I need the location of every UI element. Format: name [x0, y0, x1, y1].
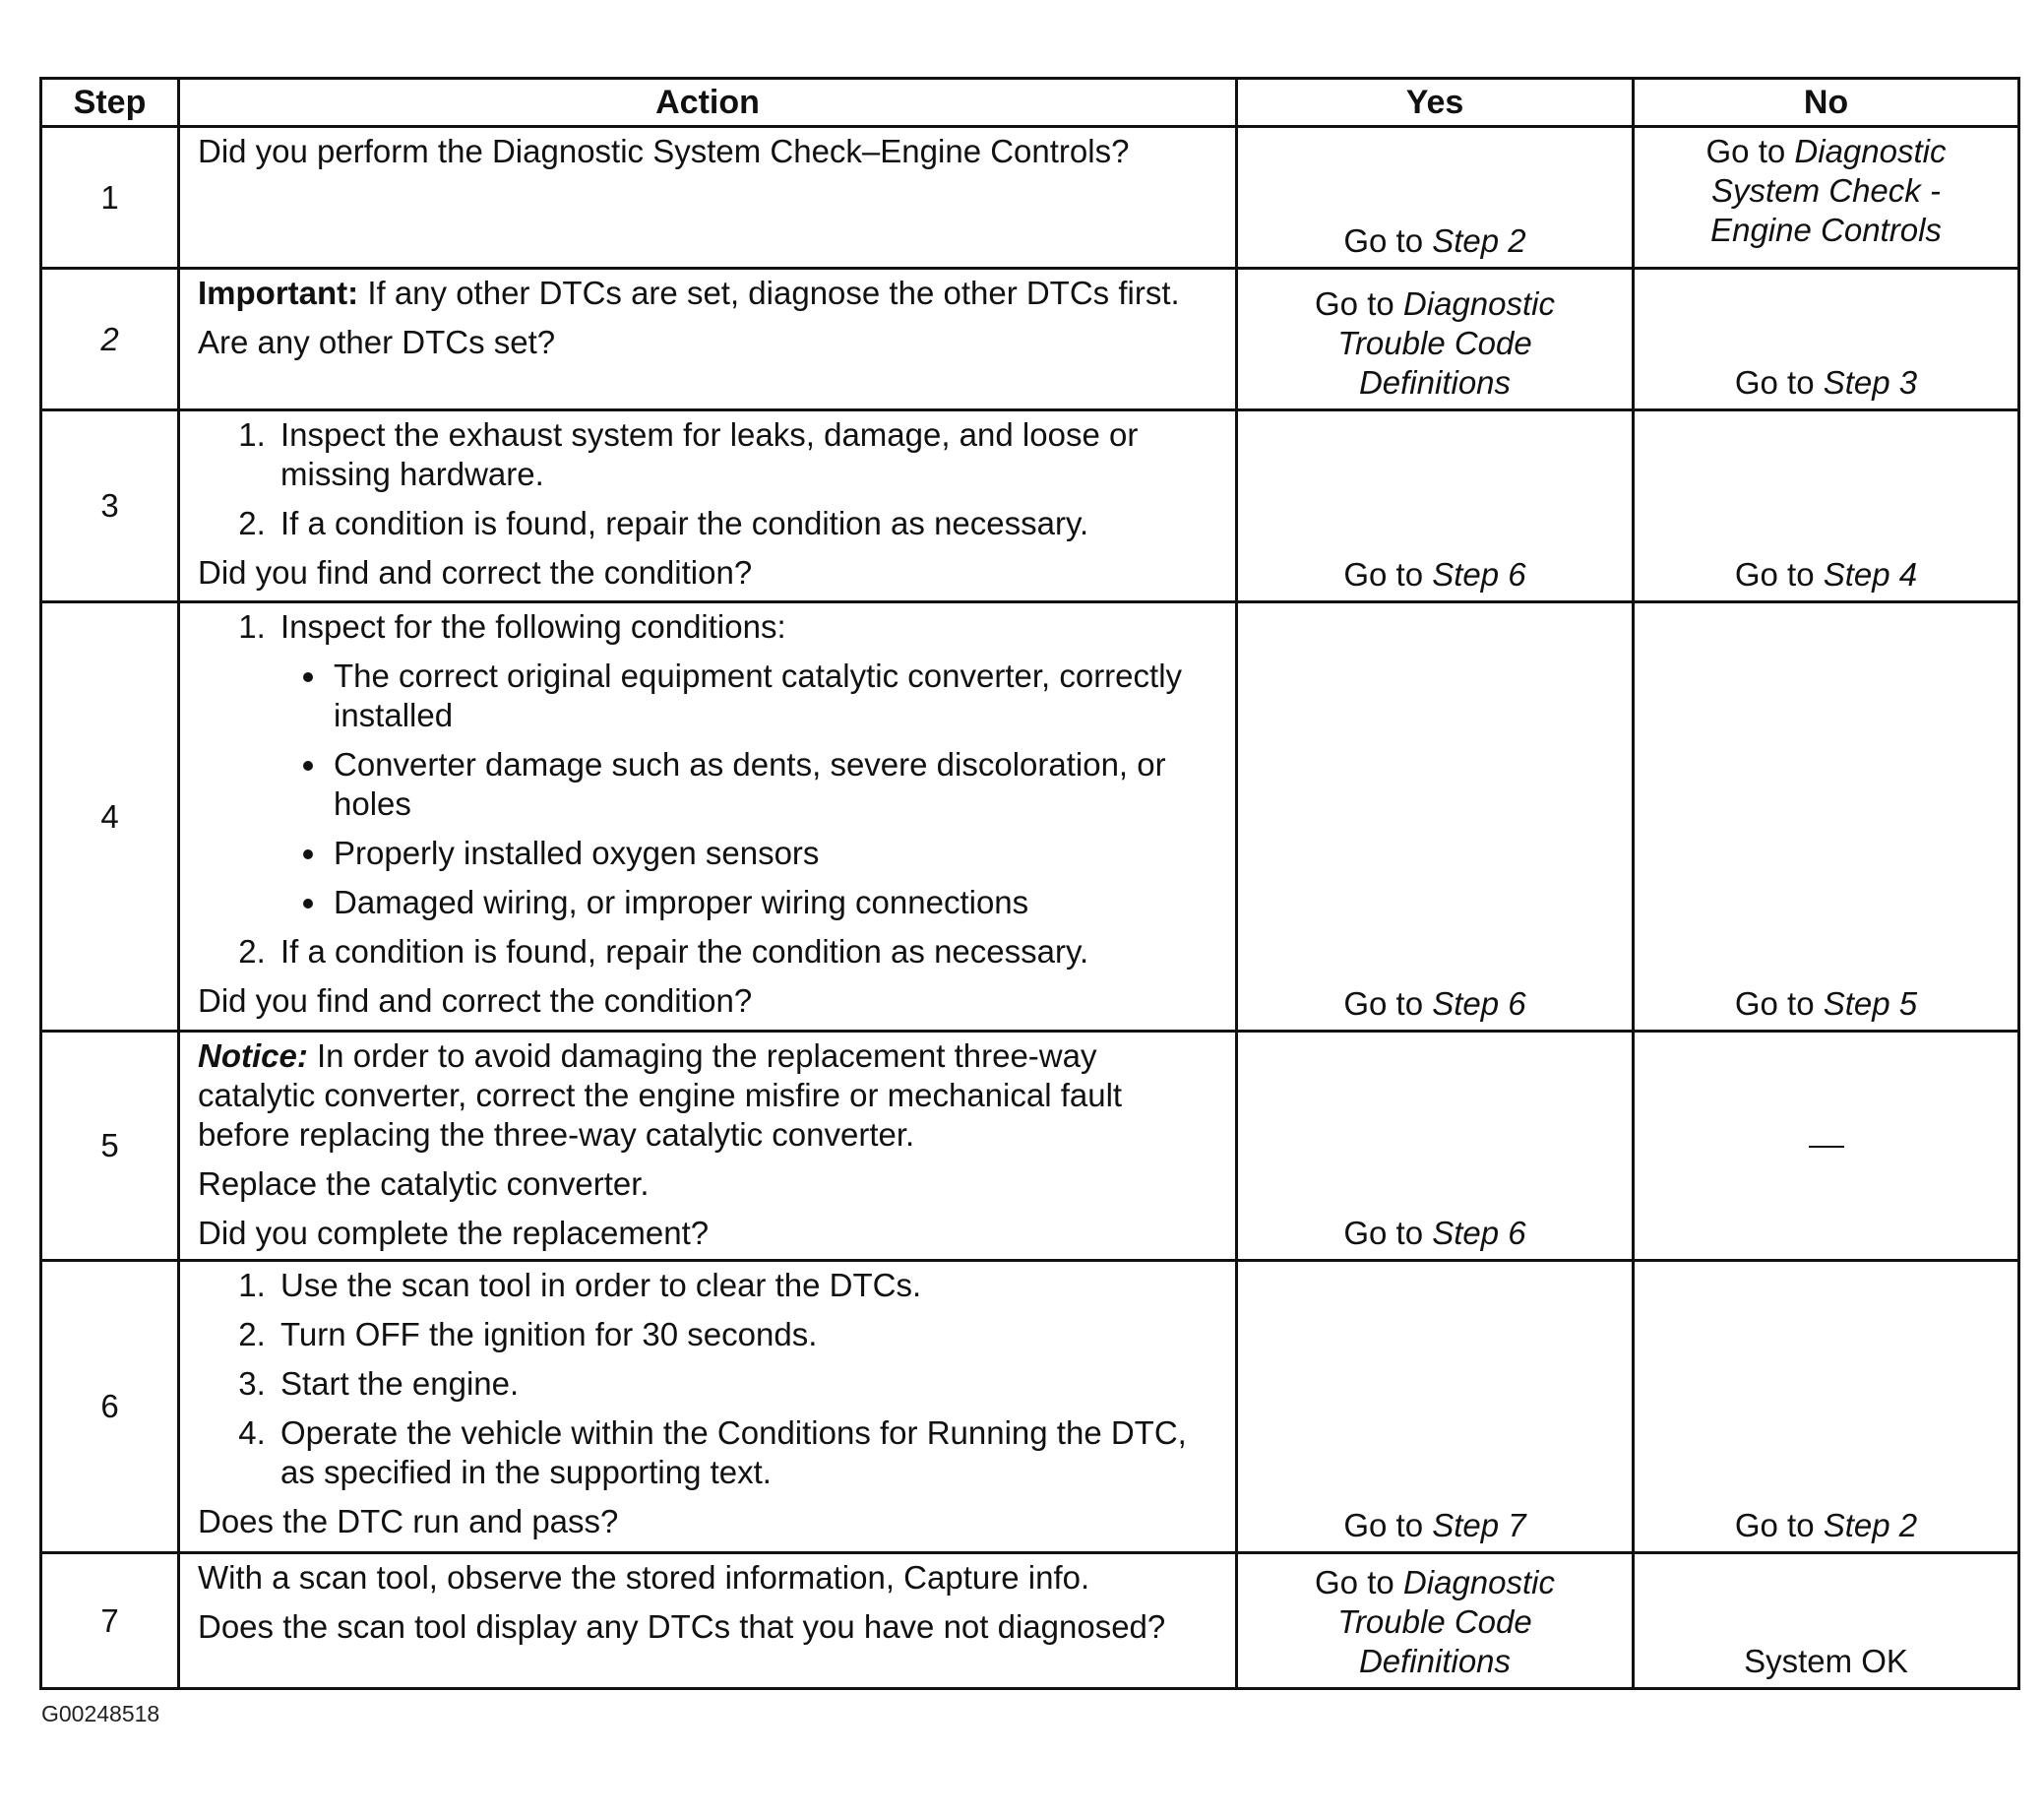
go-to-prefix: Go to [1734, 556, 1815, 593]
bullet-item: • Converter damage such as dents, severe discoloration, or holes [330, 745, 1217, 824]
list-item: 4. Operate the vehicle within the Conditions for Running the DTC, as specified in the supporting text. [275, 1413, 1217, 1492]
step-link[interactable]: Step 6 [1432, 1215, 1526, 1251]
action-cell [179, 602, 1237, 1032]
yes-cell [1237, 1032, 1634, 1261]
list-item: 3. Start the engine. [275, 1364, 1217, 1404]
action-question: Does the DTC run and pass? [198, 1503, 619, 1539]
header-step: Step [41, 79, 179, 127]
no-cell [1634, 602, 2019, 1032]
header-yes: Yes [1237, 79, 1634, 127]
go-to-prefix: Go to [1734, 1507, 1815, 1543]
numbered-list [198, 607, 1217, 972]
notice-note: Notice: In order to avoid damaging the replacement three-way catalytic converter, correct the engine misfire or mechanical fault before replacing the three-way catalytic converter. [198, 1037, 1123, 1153]
yes-cell [1237, 1553, 1634, 1689]
header-row [41, 79, 2019, 127]
table-row [41, 410, 2019, 602]
action-question: Did you find and correct the condition? [198, 554, 753, 591]
step-link[interactable]: Step 2 [1823, 1507, 1918, 1543]
bullet-item: • Properly installed oxygen sensors [330, 834, 1217, 873]
numbered-list [198, 1266, 1217, 1492]
procedure-link[interactable]: Diagnostic Trouble Code Definitions [1337, 285, 1555, 401]
step-number: 7 [41, 1553, 179, 1689]
step-link[interactable]: Step 5 [1823, 985, 1918, 1022]
header-no: No [1634, 79, 2019, 127]
yes-cell [1237, 1261, 1634, 1553]
action-cell [179, 410, 1237, 602]
step-link[interactable]: Step 6 [1432, 985, 1526, 1022]
table-row [41, 1261, 2019, 1553]
go-to-prefix: Go to [1315, 285, 1394, 322]
action-instruction: Replace the catalytic converter. [198, 1165, 650, 1202]
list-item: 1. Inspect the exhaust system for leaks, damage, and loose or missing hardware. [275, 415, 1217, 494]
list-item: 1. Use the scan tool in order to clear the DTCs. [275, 1266, 1217, 1305]
table-row [41, 127, 2019, 269]
yes-cell [1237, 410, 1634, 602]
procedure-link[interactable]: Diagnostic System Check - Engine Controls [1710, 133, 1947, 248]
bullet-list [280, 657, 1217, 922]
action-cell [179, 127, 1237, 269]
list-item: 2. Turn OFF the ignition for 30 seconds. [275, 1315, 1217, 1354]
step-link[interactable]: Step 2 [1432, 222, 1526, 259]
step-number: 2 [41, 269, 179, 410]
step-number: 4 [41, 602, 179, 1032]
procedure-link[interactable]: Diagnostic Trouble Code Definitions [1337, 1564, 1555, 1679]
go-to-prefix: Go to [1734, 985, 1815, 1022]
diagnostic-table [39, 77, 2020, 1690]
yes-cell [1237, 602, 1634, 1032]
go-to-prefix: Go to [1705, 133, 1786, 169]
step-number: 5 [41, 1032, 179, 1261]
list-item: 1. Inspect for the following conditions: • The correct original equipment catalytic converter, correctly installed • Converter damage such as dents, severe discoloration, or holes • Properly installed oxygen sensors • Damaged wiring, or improper wiring connections [275, 607, 1217, 922]
step-link[interactable]: Step 6 [1432, 556, 1526, 593]
go-to-prefix: Go to [1343, 1215, 1424, 1251]
no-cell [1634, 1032, 2019, 1261]
list-item: 2. If a condition is found, repair the condition as necessary. [275, 932, 1217, 972]
table-row [41, 1553, 2019, 1689]
notice-label: Notice: [198, 1037, 308, 1074]
step-link[interactable]: Step 4 [1823, 556, 1918, 593]
header-action: Action [179, 79, 1237, 127]
action-instruction: With a scan tool, observe the stored information, Capture info. [198, 1559, 1090, 1596]
step-link[interactable]: Step 3 [1823, 364, 1918, 401]
go-to-prefix: Go to [1343, 985, 1424, 1022]
step-number: 1 [41, 127, 179, 269]
not-applicable-dash [1809, 1146, 1844, 1148]
bullet-item: • Damaged wiring, or improper wiring connections [330, 883, 1217, 922]
table-row [41, 602, 2019, 1032]
yes-cell [1237, 269, 1634, 410]
bullet-item: • The correct original equipment catalytic converter, correctly installed [330, 657, 1217, 735]
step-number: 6 [41, 1261, 179, 1553]
list-item: 2. If a condition is found, repair the condition as necessary. [275, 504, 1217, 543]
table-row [41, 1032, 2019, 1261]
numbered-list [198, 415, 1217, 543]
important-note: Important: If any other DTCs are set, diagnose the other DTCs first. [198, 275, 1180, 311]
no-cell [1634, 1553, 2019, 1689]
action-question: Did you find and correct the condition? [198, 982, 753, 1019]
table-row [41, 269, 2019, 410]
no-cell [1634, 1261, 2019, 1553]
action-cell [179, 1032, 1237, 1261]
result-text: System OK [1744, 1643, 1908, 1679]
step-number: 3 [41, 410, 179, 602]
go-to-prefix: Go to [1343, 1507, 1424, 1543]
action-cell [179, 1553, 1237, 1689]
important-label: Important: [198, 275, 359, 311]
no-cell [1634, 127, 2019, 269]
go-to-prefix: Go to [1315, 1564, 1394, 1600]
go-to-prefix: Go to [1343, 556, 1424, 593]
figure-code: G00248518 [41, 1701, 160, 1726]
action-question: Did you perform the Diagnostic System Check–Engine Controls? [198, 133, 1130, 169]
action-question: Did you complete the replacement? [198, 1215, 710, 1251]
action-cell [179, 269, 1237, 410]
go-to-prefix: Go to [1343, 222, 1424, 259]
yes-cell [1237, 127, 1634, 269]
no-cell [1634, 410, 2019, 602]
action-cell [179, 1261, 1237, 1553]
action-question: Are any other DTCs set? [198, 324, 556, 360]
step-link[interactable]: Step 7 [1432, 1507, 1526, 1543]
no-cell [1634, 269, 2019, 410]
go-to-prefix: Go to [1734, 364, 1815, 401]
action-question: Does the scan tool display any DTCs that you have not diagnosed? [198, 1608, 1166, 1645]
